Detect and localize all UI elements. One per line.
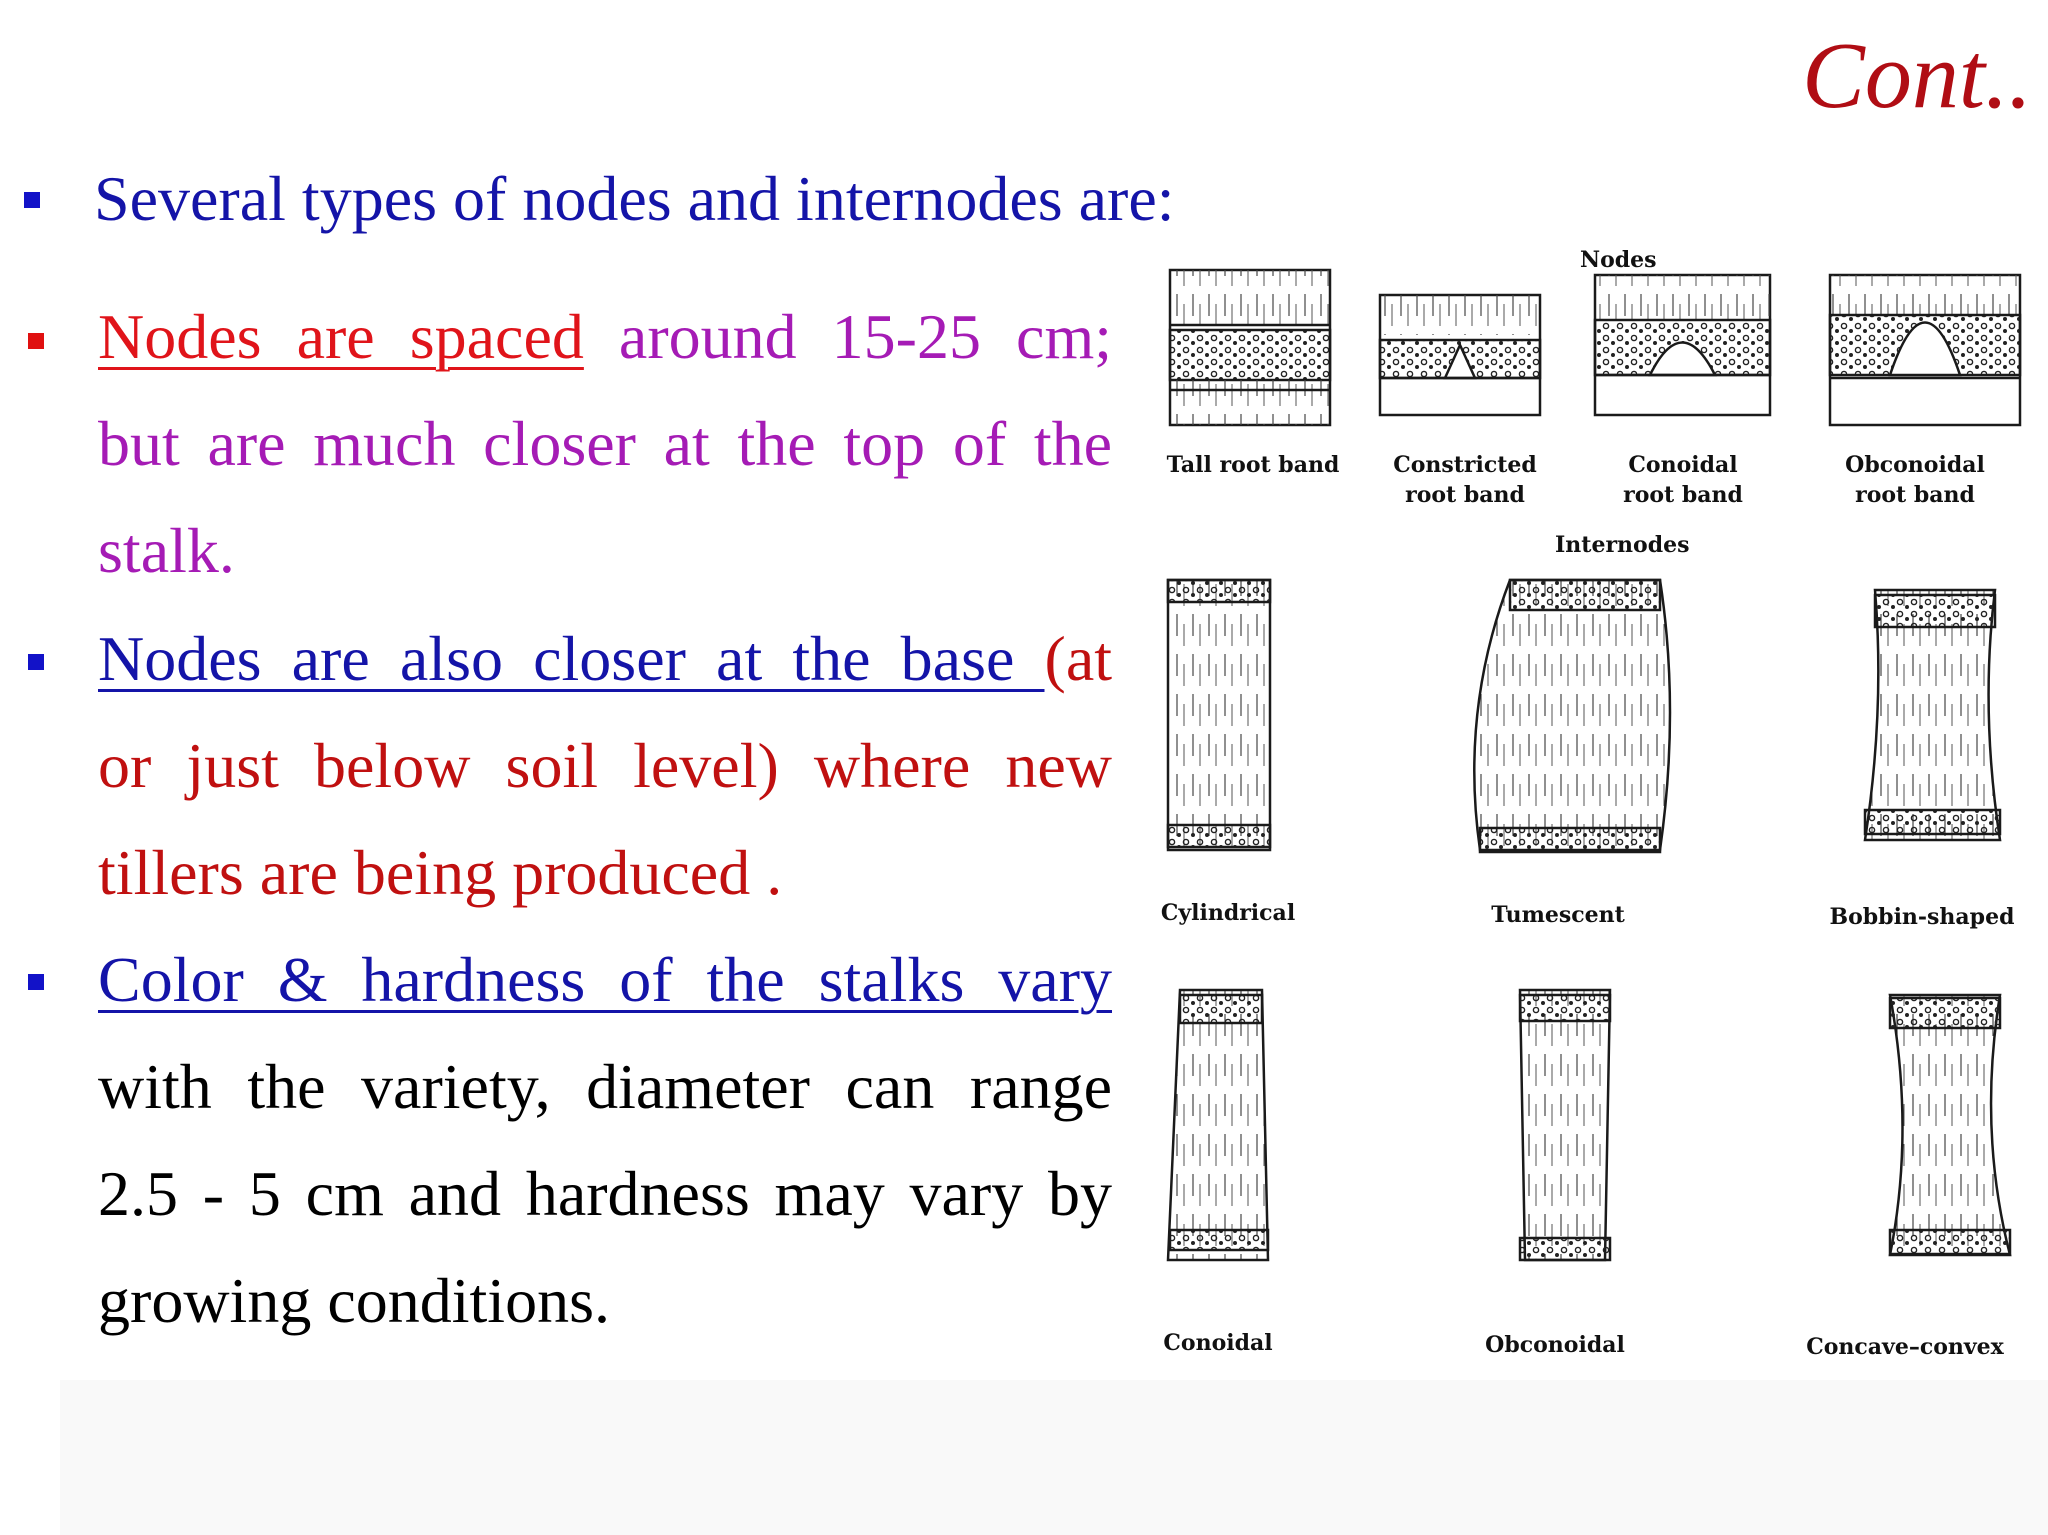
nodes-base-link[interactable]: Nodes are also closer at the base bbox=[98, 623, 1045, 694]
internode-label: Bobbin-shaped bbox=[1829, 904, 2015, 930]
bullet1-line2: but are much closer at the top of the bbox=[98, 408, 1112, 479]
bullet2-line2: or just below soil level) where new bbox=[98, 730, 1112, 801]
bullet-square-icon bbox=[28, 654, 44, 670]
background-shade bbox=[60, 1380, 2048, 1535]
bullet2-line1: Nodes are also closer at the base (at bbox=[98, 623, 1112, 694]
color-hardness-link[interactable]: Color & hardness of the stalks vary bbox=[98, 944, 1112, 1015]
internode-concave-convex-drawing bbox=[1890, 995, 2010, 1255]
bullet-square-icon bbox=[28, 333, 44, 349]
internodes-heading: Internodes bbox=[1555, 532, 1690, 558]
node-label: Conoidal bbox=[1628, 452, 1738, 478]
node-label: Obconoidal bbox=[1845, 452, 1985, 478]
internode-bobbin-shaped-drawing bbox=[1865, 590, 2000, 840]
node-conoidal-root-band-drawing bbox=[1595, 275, 1770, 415]
bullet2-line3: tillers are being produced . bbox=[98, 837, 783, 908]
internode-obconoidal-drawing bbox=[1520, 990, 1610, 1260]
internode-cylindrical-drawing bbox=[1168, 580, 1270, 850]
slide-title: Cont.. bbox=[1802, 24, 2032, 128]
internode-conoidal-drawing bbox=[1168, 990, 1268, 1260]
bullet1-line1: Nodes are spaced around 15-25 cm; bbox=[98, 301, 1113, 372]
node-obconoidal-root-band-drawing bbox=[1830, 275, 2020, 425]
internode-label: Concave–convex bbox=[1806, 1334, 2004, 1360]
nodes-spaced-link[interactable]: Nodes are spaced bbox=[98, 301, 584, 372]
internode-label: Tumescent bbox=[1491, 902, 1625, 928]
internode-tumescent-drawing bbox=[1474, 580, 1670, 852]
internode-label: Conoidal bbox=[1163, 1330, 1273, 1356]
node-tall-root-band-drawing bbox=[1170, 270, 1330, 425]
node-label: Constricted bbox=[1393, 452, 1537, 478]
intro-text: Several types of nodes and internodes are: bbox=[94, 163, 1175, 234]
stalk-types-figure bbox=[1140, 250, 2040, 1380]
bullet3-line4: growing conditions. bbox=[98, 1265, 610, 1336]
bullet3-line3: 2.5 - 5 cm and hardness may vary by bbox=[98, 1158, 1112, 1229]
bullet-square-icon bbox=[28, 974, 44, 990]
bullet3-line1 bbox=[98, 943, 1112, 1017]
internode-label: Cylindrical bbox=[1160, 900, 1296, 926]
node-label: root band bbox=[1405, 482, 1525, 508]
node-label: Tall root band bbox=[1166, 452, 1340, 478]
node-constricted-root-band-drawing bbox=[1380, 295, 1540, 415]
node-label: root band bbox=[1855, 482, 1975, 508]
bullet-square-icon bbox=[24, 192, 40, 208]
node-label: root band bbox=[1623, 482, 1743, 508]
bullet1-line3: stalk. bbox=[98, 515, 235, 586]
internode-label: Obconoidal bbox=[1485, 1332, 1625, 1358]
nodes-heading: Nodes bbox=[1580, 250, 1657, 273]
bullet3-line2: with the variety, diameter can range bbox=[98, 1051, 1112, 1122]
